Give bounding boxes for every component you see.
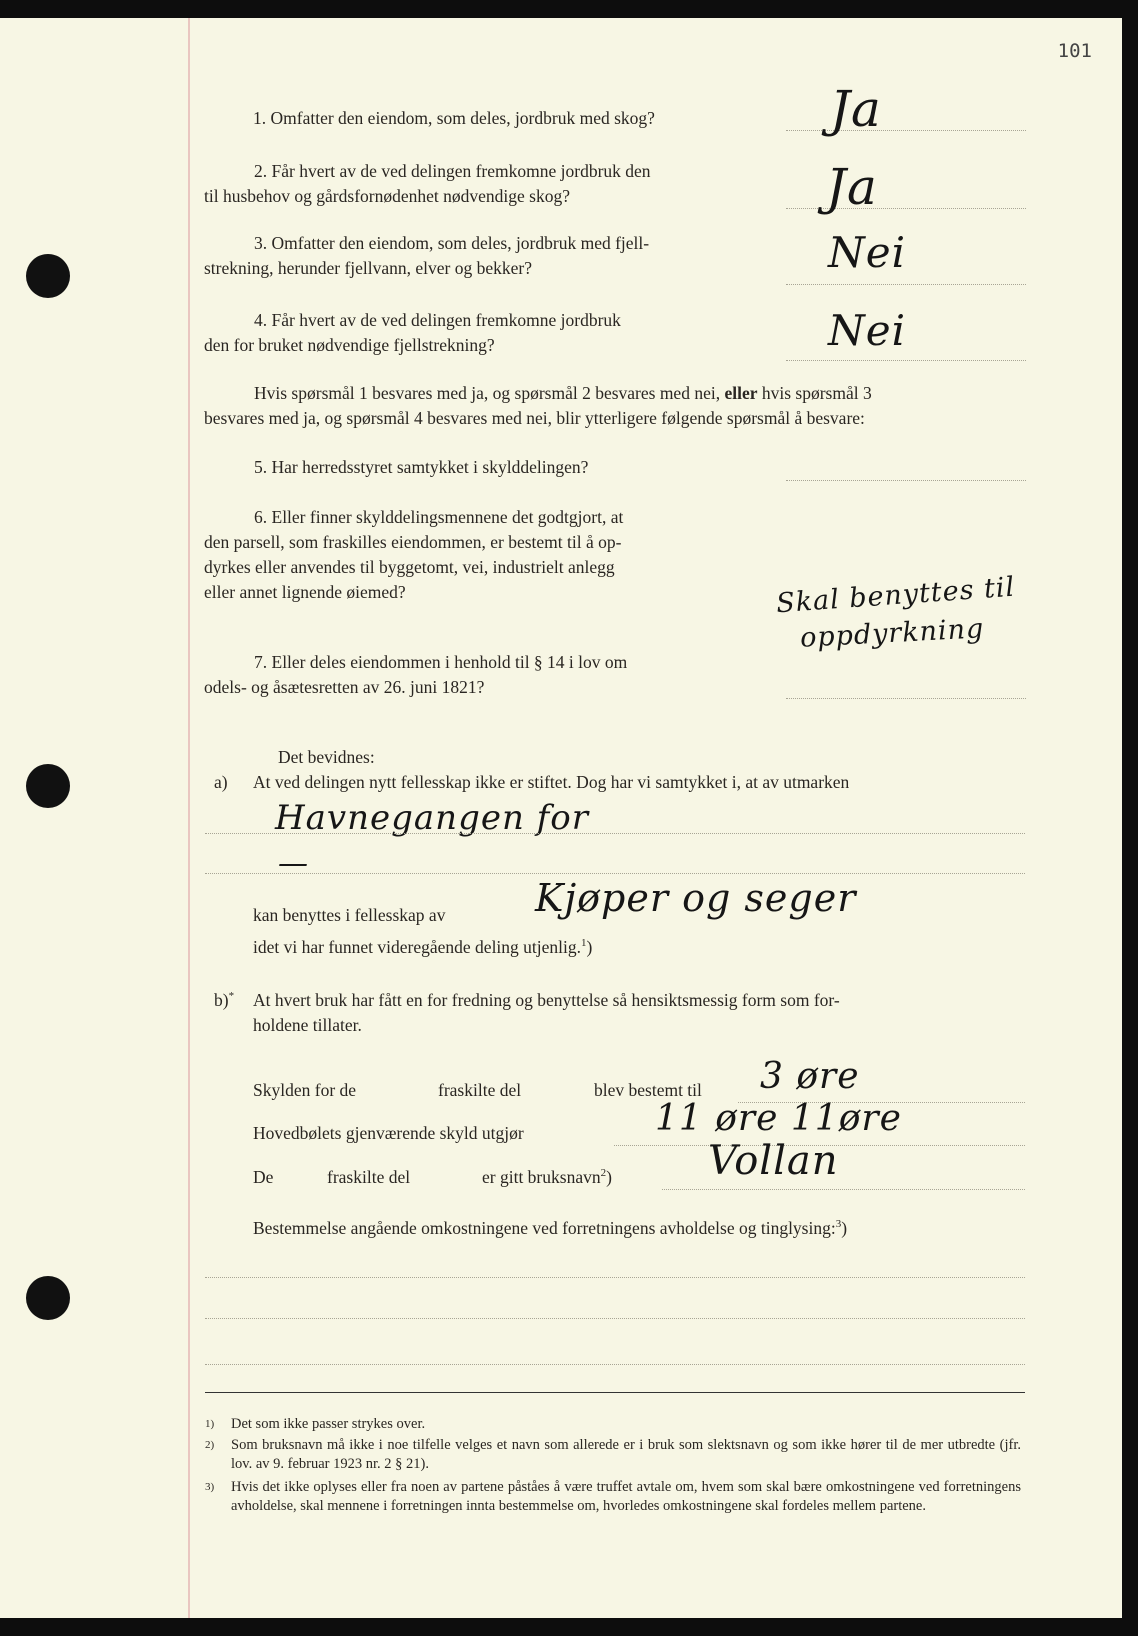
punch-hole: [26, 1276, 70, 1320]
skyld-row1-c: blev bestemt til: [594, 1080, 702, 1100]
skyld-row3-a: De: [253, 1167, 274, 1187]
punch-hole: [26, 254, 70, 298]
skyld-row3-handwritten: Vollan: [708, 1138, 839, 1184]
shared-end: [253, 935, 592, 960]
certify-b-mark: *: [228, 990, 235, 1003]
answer-line: [786, 130, 1026, 131]
question-1: 1. Omfatter den eiendom, som deles, jordbruk med skog?: [253, 108, 655, 128]
footnote-1-mark: 1): [205, 1418, 215, 1430]
conditional-paragraph: [204, 381, 1026, 431]
conditional-line1-post: hvis spørsmål 3: [761, 383, 872, 403]
question-6-line3: dyrkes eller anvendes til byggetomt, vei, industrielt anlegg: [204, 557, 615, 577]
question-4-line2: den for bruket nødvendige fjellstrekning?: [204, 335, 495, 355]
footnote-1: [205, 1415, 1025, 1437]
certify-b-line2: holdene tillater.: [253, 1015, 362, 1035]
skyld-row1-a: Skylden for de: [253, 1080, 357, 1100]
shared-end-paren: ): [586, 937, 593, 957]
footnote-2-mark: 2): [205, 1439, 215, 1451]
footnote-1-text: Det som ikke passer strykes over.: [231, 1416, 426, 1432]
question-7-line2: odels- og åsætesretten av 26. juni 1821?: [204, 677, 485, 697]
question-2-line1: 2. Får hvert av de ved delingen fremkomne jordbruk den: [254, 161, 651, 181]
fill-line: [205, 1364, 1025, 1365]
conditional-bold: eller: [724, 383, 758, 403]
certify-a-label: a): [214, 772, 228, 792]
answer-line: [786, 360, 1026, 361]
question-6-line1: 6. Eller finner skylddelingsmennene det godtgjort, at: [254, 507, 624, 527]
costs-text: [253, 1216, 847, 1241]
footnote-2: [205, 1436, 1025, 1476]
fill-line: [205, 873, 1025, 874]
question-7: [204, 650, 784, 700]
answer-line: [786, 480, 1026, 481]
answer-6-handwritten-line2: oppdyrkning: [799, 613, 986, 654]
question-2-line2: til husbehov og gårdsfornødenhet nødvendige skog?: [204, 186, 570, 206]
footnote-ref-2: 2: [600, 1167, 607, 1180]
shared-end-text: idet vi har funnet videregående deling utjenlig.: [253, 937, 582, 957]
answer-1-handwritten: Ja: [830, 80, 882, 138]
conditional-line1-pre: Hvis spørsmål 1 besvares med ja, og spørsmål 2 besvares med nei,: [254, 383, 721, 403]
fill-line: [205, 1277, 1025, 1278]
certify-a-handwritten: Havnegangen for: [275, 798, 589, 838]
conditional-line2: besvares med ja, og spørsmål 4 besvares med nei, blir ytterligere følgende spørsmål å besvare:: [204, 408, 865, 428]
fill-line: [205, 833, 1025, 834]
conditional-line1: [204, 381, 1026, 406]
certify-b-line1: At hvert bruk har fått en for fredning og benyttelse så hensiktsmessig form som for-: [253, 990, 840, 1010]
question-6: [204, 505, 784, 605]
skyld-row3-b: fraskilte del: [327, 1167, 411, 1187]
answer-line: [786, 284, 1026, 285]
question-6-line2: den parsell, som fraskilles eiendommen, er bestemt til å op-: [204, 532, 622, 552]
skyld-row3-paren: ): [606, 1167, 612, 1187]
certify-b-text: [253, 988, 1026, 1038]
question-4-line1: 4. Får hvert av de ved delingen fremkomne jordbruk: [254, 310, 621, 330]
answer-2-handwritten: Ja: [826, 158, 878, 216]
fill-line: [662, 1189, 1025, 1190]
margin-line: [188, 18, 190, 1618]
skyld-row3-c-text: er gitt bruksnavn: [482, 1167, 601, 1187]
certify-b-label: [214, 988, 234, 1013]
answer-6-handwritten-line1: Skal benyttes til: [775, 571, 1017, 620]
answer-3-handwritten: Nei: [828, 228, 907, 277]
document-page: [0, 18, 1122, 1618]
footnote-3-text: Hvis det ikke oplyses eller fra noen av partene påståes å være truffet avtale om, hvem som skal bære omkostningene ved forretningens avholdelse, skal mennene i forretningen innta bestemmelse om, hvorledes omkostningene skal fordeles mellem partene.: [231, 1479, 1021, 1514]
certify-a-text: At ved delingen nytt fellesskap ikke er stiftet. Dog har vi samtykket i, at av utmarken: [253, 772, 850, 792]
costs-paren: ): [841, 1218, 848, 1238]
skyld-row2-a: Hovedbølets gjenværende skyld utgjør: [253, 1123, 524, 1143]
certify-heading: Det bevidnes:: [278, 747, 375, 767]
footnote-2-text: Som bruksnavn må ikke i noe tilfelle velges et navn som allerede er i bruk som slektsnavn og som ikke hører til de mer utbredte (jfr. lov. av 9. februar 1923 nr. 2 § 21).: [231, 1437, 1021, 1472]
question-3: [204, 231, 784, 281]
shared-handwritten: Kjøper og seger: [535, 876, 857, 920]
skyld-row1-handwritten: 3 øre: [760, 1056, 860, 1097]
punch-hole: [26, 764, 70, 808]
question-7-line1: 7. Eller deles eiendommen i henhold til § 14 i lov om: [254, 652, 628, 672]
footnote-rule: [205, 1392, 1025, 1393]
question-4: [204, 308, 784, 358]
question-5: 5. Har herredsstyret samtykket i skylddelingen?: [254, 457, 589, 477]
answer-line: [786, 698, 1026, 699]
question-3-line1: 3. Omfatter den eiendom, som deles, jordbruk med fjell-: [254, 233, 650, 253]
footnote-3-mark: 3): [205, 1481, 215, 1493]
skyld-row3-c: [482, 1165, 612, 1190]
question-2: [204, 159, 784, 209]
skyld-row1-b: fraskilte del: [438, 1080, 522, 1100]
shared-label: kan benyttes i fellesskap av: [253, 905, 446, 925]
question-3-line2: strekning, herunder fjellvann, elver og bekker?: [204, 258, 532, 278]
page-number: 101: [1057, 40, 1092, 62]
footnote-3: [205, 1478, 1025, 1538]
question-6-line4: eller annet lignende øiemed?: [204, 582, 406, 602]
answer-4-handwritten: Nei: [828, 306, 907, 355]
fill-line: [205, 1318, 1025, 1319]
footnote-ref-1: 1: [581, 937, 587, 950]
answer-line: [786, 208, 1026, 209]
footnote-ref-3: 3: [835, 1218, 842, 1231]
certify-b-label-text: b): [214, 990, 229, 1010]
certify-a-handwritten-dash: —: [278, 846, 309, 881]
costs-label: Bestemmelse angående omkostningene ved forretningens avholdelse og tinglysing:: [253, 1218, 836, 1238]
skyld-row2-handwritten: 11 øre 11øre: [655, 1098, 902, 1139]
